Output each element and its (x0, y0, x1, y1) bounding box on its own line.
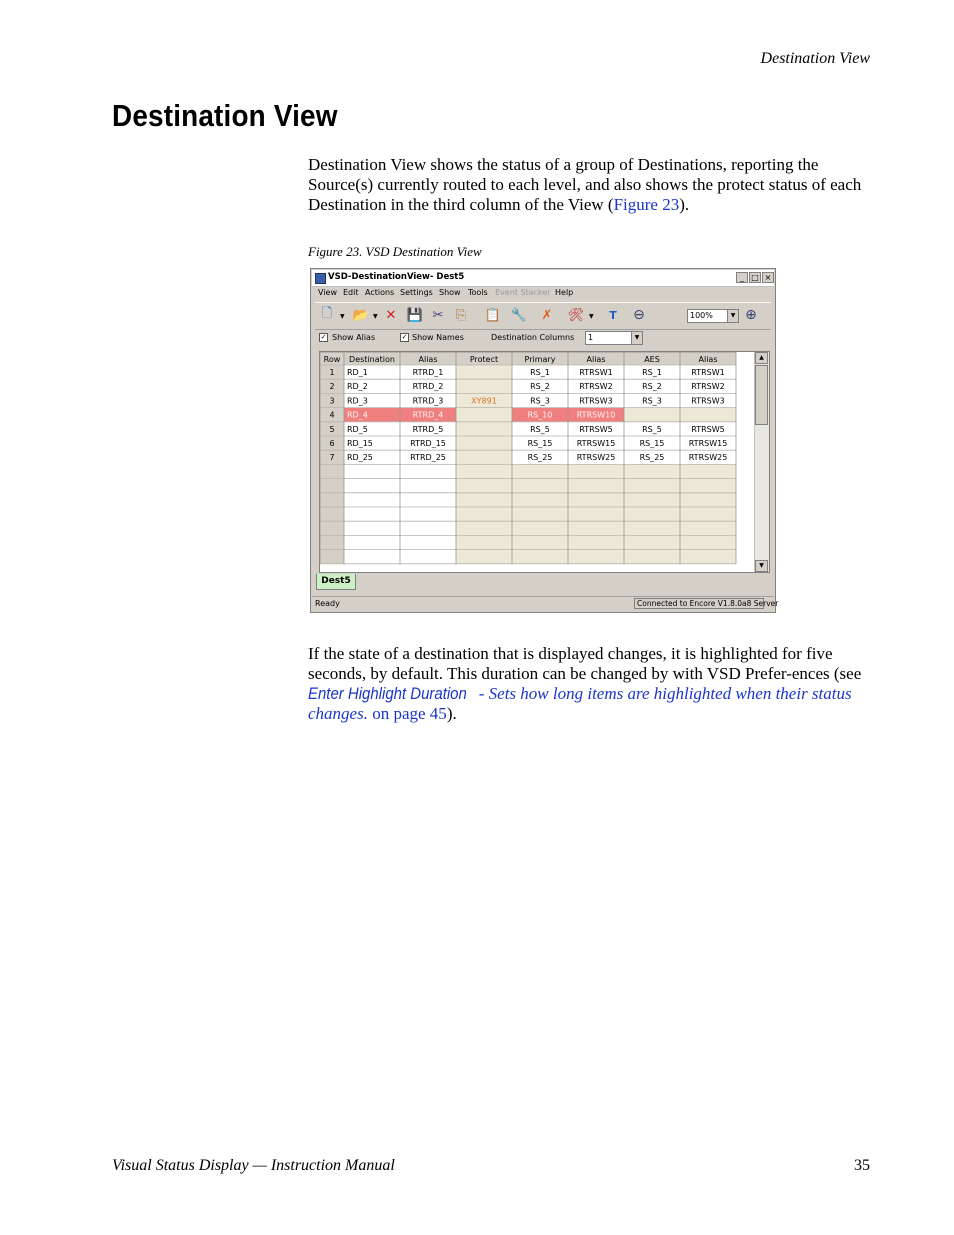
scroll-down-icon[interactable]: ▼ (755, 560, 768, 572)
column-header: Destination (349, 355, 395, 364)
grid-cell: RS_3 (642, 396, 662, 406)
menu-edit[interactable]: Edit (343, 288, 359, 297)
column-header: AES (644, 355, 660, 364)
scroll-up-icon[interactable]: ▲ (755, 352, 768, 364)
destination-columns-label: Destination Columns (491, 333, 575, 342)
grid-cell: RTRSW25 (688, 453, 728, 463)
grid-cell: RS_1 (530, 368, 550, 377)
grid-cell: RS_10 (527, 410, 553, 420)
grid-cell: RTRSW3 (579, 396, 613, 406)
zoom-value: 100% (690, 311, 713, 320)
tab-dest5[interactable]: Dest5 (316, 574, 356, 590)
page-title: Destination View (112, 98, 338, 133)
tab-strip (315, 573, 771, 591)
show-names-label: Show Names (412, 333, 464, 342)
clear-tool-icon[interactable]: ✗ (541, 307, 553, 323)
figure-caption: Figure 23. VSD Destination View (308, 244, 482, 259)
scroll-thumb[interactable] (755, 365, 768, 425)
grid-cell: RS_25 (527, 453, 553, 463)
window-titlebar[interactable] (312, 270, 774, 287)
find-tool-icon[interactable]: 🔧 (510, 307, 528, 323)
grid-canvas (320, 352, 756, 572)
grid-cell: RTRD_25 (410, 453, 446, 463)
cut-icon[interactable]: ✂ (432, 307, 444, 323)
grid-cell: RTRD_15 (410, 439, 446, 448)
show-names-checkbox[interactable]: ✓ (401, 333, 408, 341)
grid-cell: RTRSW1 (691, 368, 725, 377)
menu-event-stacker: Event Stacker (495, 288, 551, 297)
grid-cell: RTRD_3 (412, 396, 444, 406)
grid-cell: RTRSW25 (576, 453, 616, 463)
intro-paragraph (308, 155, 873, 215)
enter-highlight-duration-link[interactable] (308, 684, 852, 723)
grid-cell: XY891 (471, 396, 497, 406)
vertical-scrollbar[interactable] (754, 352, 769, 572)
grid-cell: RD_5 (347, 424, 368, 434)
grid-cell: RTRD_5 (412, 424, 444, 434)
grid-cell: RTRD_4 (412, 410, 444, 420)
grid-cell: 7 (329, 453, 335, 463)
page-number: 35 (854, 1157, 870, 1174)
window-title: VSD-DestinationView- Dest5 (328, 272, 465, 282)
tools-icon[interactable]: 🛠 (567, 307, 585, 323)
open-dropdown-icon[interactable]: ▼ (373, 313, 378, 320)
intro-text: Destination View shows the status of a group of Destinations, reporting the Source(s) currently routed to each level, and also shows the protect status of each Destination in the third column of the View ( (308, 155, 862, 214)
intro-end: ). (679, 195, 690, 214)
grid-cell: RTRSW15 (688, 439, 728, 448)
highlight-paragraph (308, 644, 873, 724)
grid-cell: RTRSW2 (579, 382, 613, 392)
grid-cell: RS_5 (642, 424, 662, 434)
show-alias-label: Show Alias (332, 333, 376, 342)
grid-cell: RTRSW1 (579, 368, 613, 377)
grid-cell: RS_15 (527, 439, 553, 448)
zoom-dropdown-icon[interactable]: ▼ (727, 310, 738, 322)
copy-icon[interactable]: ⎘ (455, 307, 467, 323)
save-icon[interactable]: 💾 (406, 307, 424, 323)
grid-cell: RD_4 (347, 410, 368, 420)
destination-columns-value: 1 (588, 333, 594, 342)
grid-cell: 3 (329, 396, 335, 406)
grid-cell: 5 (329, 424, 335, 434)
app-icon (315, 273, 326, 284)
close-button[interactable]: × (762, 272, 774, 283)
menu-show[interactable]: Show (439, 288, 461, 297)
grid-cell: RD_1 (347, 368, 368, 377)
footer-manual-title: Visual Status Display — Instruction Manual (112, 1157, 395, 1174)
grid-cell: RD_25 (347, 453, 373, 463)
menu-view[interactable]: View (318, 288, 337, 297)
running-header: Destination View (760, 50, 870, 67)
new-icon[interactable]: 🗋 (321, 306, 333, 321)
grid-cell: RTRSW5 (691, 424, 725, 434)
new-dropdown-icon[interactable]: ▼ (340, 313, 345, 320)
zoom-select[interactable] (687, 309, 739, 323)
grid-cell: RTRSW2 (691, 382, 725, 392)
column-header: Protect (469, 355, 499, 364)
delete-icon[interactable]: ✕ (385, 307, 397, 323)
columns-dropdown-icon[interactable]: ▼ (631, 332, 642, 344)
column-header: Alias (586, 355, 606, 364)
grid-cell: RTRSW15 (576, 439, 616, 448)
grid-cell: RS_25 (639, 453, 665, 463)
grid-cell: RTRSW10 (576, 410, 616, 420)
highlight-end: ). (446, 704, 457, 723)
link-part-a: Enter Highlight Duration (308, 684, 467, 703)
grid-cell: RS_1 (642, 368, 662, 377)
destination-columns-select[interactable] (585, 331, 643, 345)
grid-cell: RTRD_2 (412, 382, 444, 392)
menu-tools[interactable]: Tools (468, 288, 488, 297)
grid-cell: RD_15 (347, 439, 373, 448)
grid-cell: RD_3 (347, 396, 368, 406)
text-tool-icon[interactable]: T (609, 308, 617, 322)
menu-help[interactable]: Help (555, 288, 574, 297)
menu-actions[interactable]: Actions (365, 288, 395, 297)
grid-cell: RTRD_1 (412, 368, 444, 377)
grid-cell: RS_2 (642, 382, 662, 392)
destination-grid (319, 351, 770, 573)
open-folder-icon[interactable]: 📂 (352, 307, 370, 323)
column-header: Alias (698, 355, 718, 364)
grid-cell: 6 (329, 439, 335, 448)
grid-cell: RD_2 (347, 382, 368, 392)
status-connection: Connected to Encore V1.8.0a8 Server (634, 598, 764, 609)
zoom-in-icon[interactable]: ⊕ (745, 307, 757, 323)
grid-cell: RS_3 (530, 396, 550, 406)
show-alias-checkbox[interactable]: ✓ (320, 333, 327, 341)
column-header: Primary (524, 355, 556, 364)
grid-cell: RTRSW3 (691, 396, 725, 406)
grid-cell: RS_2 (530, 382, 550, 392)
grid-cell: RS_5 (530, 424, 550, 434)
vsd-window (310, 268, 779, 613)
menu-settings[interactable]: Settings (400, 288, 433, 297)
column-header: Row (323, 355, 341, 364)
zoom-out-icon[interactable]: ⊖ (633, 307, 645, 323)
status-bar (312, 596, 779, 611)
column-header: Alias (418, 355, 438, 364)
maximize-button[interactable]: □ (749, 272, 761, 283)
grid-cell: 2 (329, 382, 335, 392)
paste-icon[interactable]: 📋 (484, 307, 502, 323)
menubar (313, 287, 773, 300)
grid-cell: RS_15 (639, 439, 665, 448)
link-part-c: on page 45 (367, 704, 447, 723)
options-bar (315, 330, 771, 347)
minimize-button[interactable]: _ (736, 272, 748, 283)
tools-dropdown-icon[interactable]: ▼ (589, 313, 594, 320)
toolbar (315, 302, 771, 330)
grid-cell: 1 (329, 368, 335, 377)
grid-cell: 4 (329, 410, 335, 420)
status-ready: Ready (315, 599, 340, 608)
highlight-text: If the state of a destination that is displayed changes, it is highlighted for five seconds, by default. This duration can be changed by with VSD Prefer-ences (see (308, 644, 862, 683)
figure-23-link[interactable]: Figure 23 (613, 195, 680, 214)
grid-cell: RTRSW5 (579, 424, 613, 434)
link-part-b: - Sets how long items are highlighted when their status changes. (308, 684, 852, 723)
